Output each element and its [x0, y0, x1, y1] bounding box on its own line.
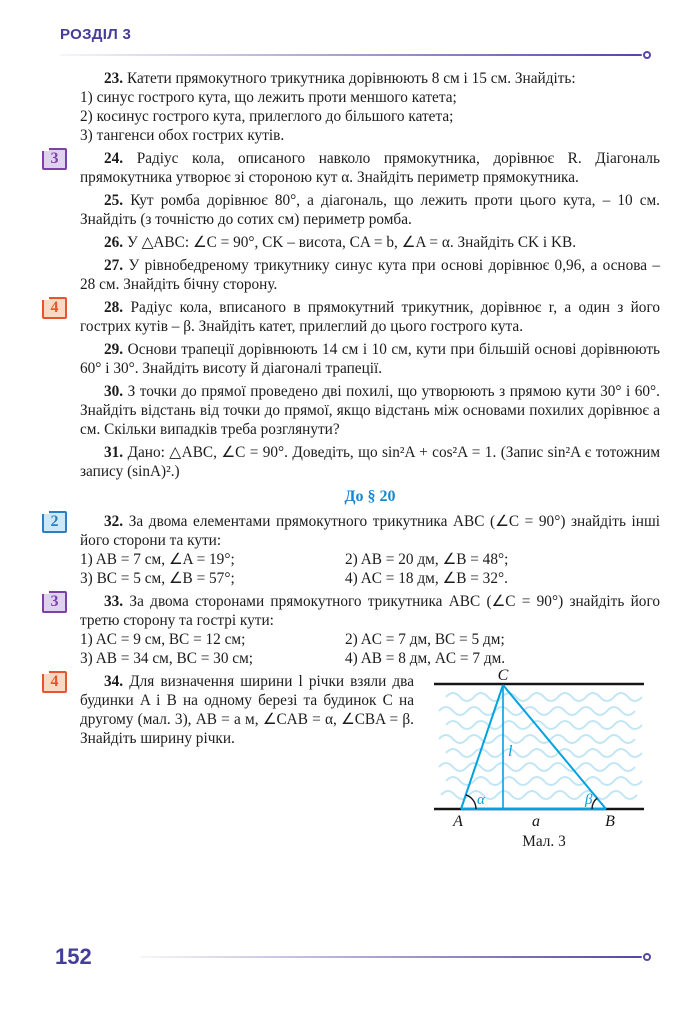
- problem-number: 28.: [104, 299, 124, 316]
- difficulty-badge: 3: [42, 148, 67, 170]
- problem-subitems: [80, 88, 660, 145]
- subitem: 2) косинус гострого кута, прилеглого до більшого катета;: [80, 108, 454, 125]
- problem-body: За двома сторонами прямокутного трикутника ABC (∠C = 90°) знайдіть його третю сторону та гострі кути:: [80, 593, 661, 629]
- problem-text: [80, 592, 660, 630]
- problem-body: Для визначення ширини l річки взяли два будинки A і B на одному березі та будинок C на другому (мал. 3), AB = a м, ∠CAB = α, ∠CBA = β. Знайдіть ширину річки.: [80, 673, 414, 747]
- problem-number: 30.: [104, 383, 124, 400]
- problem-text: [80, 382, 660, 439]
- problem-text: [80, 191, 660, 229]
- problem-text: [80, 298, 660, 336]
- problem-number: 31.: [104, 444, 124, 461]
- problem-body: Кут ромба дорівнює 80°, а діагональ, що лежить проти цього кута, – 10 см. Знайдіть (з точністю до сотих см) периметр ромба.: [80, 192, 660, 228]
- section-heading: До § 20: [344, 488, 396, 505]
- problem-26: [80, 233, 660, 252]
- problem-text: [80, 256, 660, 294]
- problem-number: 23.: [104, 70, 124, 87]
- page-header: [0, 0, 695, 59]
- figure-caption: Мал. 3: [522, 833, 566, 850]
- problem-body: За двома елементами прямокутного трикутника ABC (∠C = 90°) знайдіть інші його сторони та кути:: [80, 513, 660, 549]
- problem-body: У рівнобедреному трикутнику синус кута при основі дорівнює 0,96, а основа – 28 см. Знайдіть бічну сторону.: [80, 257, 661, 293]
- page-footer: [0, 946, 695, 968]
- problem-body: Радіус кола, описаного навколо прямокутника, дорівнює R. Діагональ прямокутника утворює зі стороною кут α. Знайдіть периметр прямокутника.: [80, 150, 660, 186]
- label-point-a: A: [453, 813, 463, 830]
- problem-text: [80, 233, 660, 252]
- problem-body: Радіус кола, вписаного в прямокутний трикутник, дорівнює r, а один з його гострих кутів – β. Знайдіть катет, прилеглий до цього гострого кута.: [80, 299, 660, 335]
- problem-text: [80, 149, 660, 187]
- footer-rule-line: [140, 956, 642, 958]
- problem-29: [80, 340, 660, 378]
- problem-number: 34.: [104, 673, 124, 690]
- subitem: 4) AC = 18 дм, ∠B = 32°.: [345, 570, 508, 587]
- problem-text: [80, 512, 660, 550]
- label-width-l: l: [508, 743, 513, 760]
- river-figure: [428, 668, 660, 851]
- problem-27: [80, 256, 660, 294]
- subitem: 1) AC = 9 см, BC = 12 см;: [80, 631, 246, 648]
- difficulty-badge: 4: [42, 297, 67, 319]
- problem-34-text-column: [80, 672, 414, 851]
- header-rule-dot-icon: [643, 51, 651, 59]
- problem-number: 29.: [104, 341, 124, 358]
- subitem: 1) AB = 7 см, ∠A = 19°;: [80, 551, 235, 568]
- problem-number: 26.: [104, 234, 124, 251]
- triangle-side-ca: [461, 685, 503, 809]
- page-number: 152: [55, 944, 92, 969]
- problem-34: [50, 668, 660, 851]
- header-rule-line: [60, 54, 642, 56]
- triangle-side-cb: [503, 685, 606, 809]
- subitem: 3) BC = 5 см, ∠B = 57°;: [80, 570, 235, 587]
- difficulty-badge: 4: [42, 671, 67, 693]
- problem-number: 32.: [104, 513, 124, 530]
- problems-list: [0, 59, 695, 851]
- difficulty-badge: 3: [42, 591, 67, 613]
- problem-30: [80, 382, 660, 439]
- problem-number: 24.: [104, 150, 124, 167]
- problem-text: [80, 672, 414, 748]
- problem-text: [80, 69, 660, 88]
- chapter-label: РОЗДІЛ 3: [60, 26, 132, 43]
- problem-24: [50, 149, 660, 187]
- subitem: 2) AB = 20 дм, ∠B = 48°;: [345, 551, 509, 568]
- subitem: 3) тангенси обох гострих кутів.: [80, 127, 285, 144]
- river-figure-svg: [428, 668, 660, 832]
- subitem: 1) синус гострого кута, що лежить проти меншого катета;: [80, 89, 457, 106]
- footer-rule-dot-icon: [643, 953, 651, 961]
- subitem: 3) AB = 34 см, BC = 30 см;: [80, 650, 254, 667]
- label-base-a: a: [532, 813, 540, 830]
- problem-body: Катети прямокутного трикутника дорівнюють 8 см і 15 см. Знайдіть:: [126, 70, 576, 87]
- problem-number: 33.: [104, 593, 124, 610]
- problem-body: Основи трапеції дорівнюють 14 см і 10 см, кути при більшій основі дорівнюють 60° і 30°. Знайдіть висоту й діагоналі трапеції.: [80, 341, 660, 377]
- problem-25: [80, 191, 660, 229]
- angle-arc-beta: [592, 798, 597, 809]
- problem-number: 27.: [104, 257, 124, 274]
- subitem: 2) AC = 7 дм, BC = 5 дм;: [345, 631, 505, 648]
- label-point-b: B: [605, 813, 615, 830]
- problem-31: [80, 443, 660, 481]
- label-angle-alpha: α: [477, 792, 485, 808]
- problem-body: З точки до прямої проведено дві похилі, що утворюють з прямою кути 30° і 60°. Знайдіть відстань від точки до прямої, якщо відстань між основами похилих дорівнює a см. Скільки випадків треба розглянути?: [80, 383, 660, 438]
- problem-28: [50, 298, 660, 336]
- subitem: 4) AB = 8 дм, AC = 7 дм.: [345, 650, 506, 667]
- problem-body: Дано: △ABC, ∠C = 90°. Доведіть, що sin²A + cos²A = 1. (Запис sin²A є тотожним запису (sinA)².): [80, 444, 660, 480]
- label-point-c: C: [497, 668, 509, 684]
- problem-number: 25.: [104, 192, 124, 209]
- problem-33: [50, 592, 661, 668]
- problem-body: У △ABC: ∠C = 90°, CK – висота, CA = b, ∠A = α. Знайдіть CK і KB.: [126, 234, 577, 251]
- problem-text: [80, 443, 660, 481]
- difficulty-badge: 2: [42, 511, 67, 533]
- problem-subitems: [80, 630, 660, 668]
- problem-subitems: [80, 550, 660, 588]
- problem-23: [80, 69, 660, 145]
- header-rule: [60, 51, 651, 59]
- label-angle-beta: β: [585, 792, 593, 808]
- problem-text: [80, 340, 660, 378]
- problem-32: [50, 512, 660, 588]
